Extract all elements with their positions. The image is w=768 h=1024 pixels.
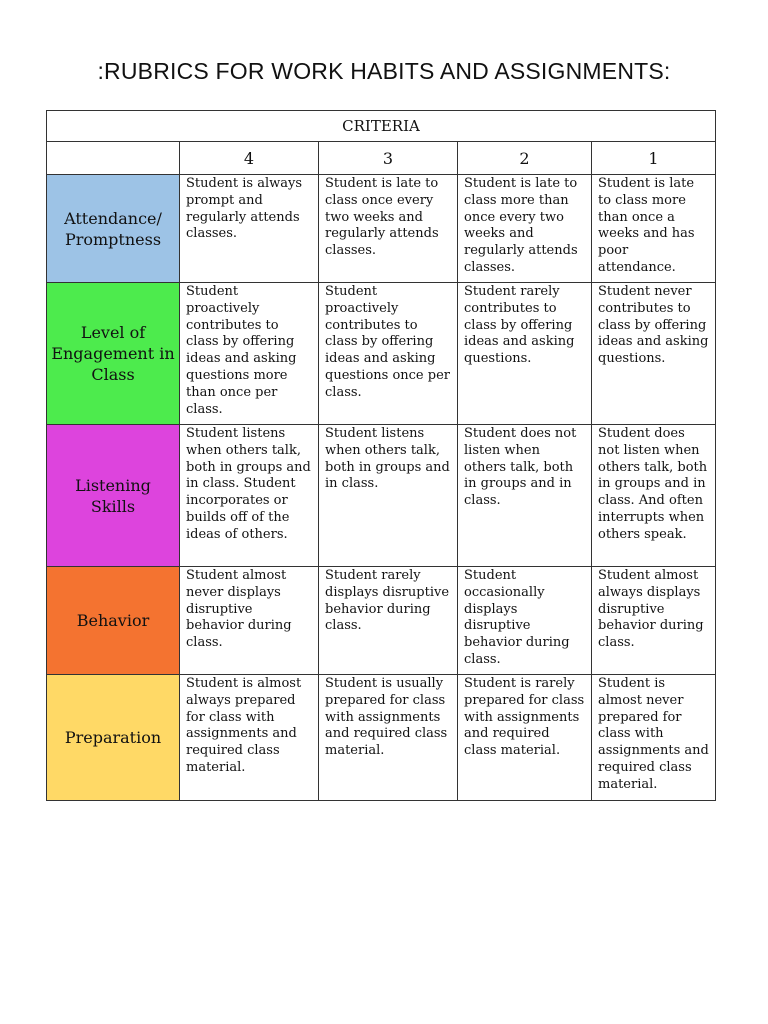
- score-header: 4: [180, 142, 319, 175]
- description-cell: Student occasionally displays disruptive behavior during class.: [458, 567, 592, 675]
- score-header: 1: [592, 142, 716, 175]
- description-cell: Student proactively contributes to class by offering ideas and asking questions once per class.: [319, 283, 458, 425]
- description-cell: Student is always prompt and regularly attends classes.: [180, 175, 319, 283]
- criteria-header-row: [47, 111, 716, 142]
- category-behavior: Behavior: [47, 567, 180, 675]
- description-cell: Student almost never displays disruptive behavior during class.: [180, 567, 319, 675]
- rubric-row-engagement: [47, 283, 716, 425]
- description-cell: Student is late to class more than once every two weeks and regularly attends classes.: [458, 175, 592, 283]
- rubric-table: [46, 110, 716, 801]
- category-engagement: Level of Engagement in Class: [47, 283, 180, 425]
- description-cell: Student listens when others talk, both in groups and in class. Student incorporates or builds off of the ideas of others.: [180, 425, 319, 567]
- rubric-row-listening: [47, 425, 716, 567]
- category-attendance: Attendance/ Promptness: [47, 175, 180, 283]
- description-cell: Student rarely displays disruptive behavior during class.: [319, 567, 458, 675]
- score-header-blank: [47, 142, 180, 175]
- description-cell: Student is almost always prepared for class with assignments and required class material.: [180, 675, 319, 801]
- description-cell: Student is late to class once every two weeks and regularly attends classes.: [319, 175, 458, 283]
- description-cell: Student rarely contributes to class by offering ideas and asking questions.: [458, 283, 592, 425]
- rubric-row-attendance: [47, 175, 716, 283]
- description-cell: Student does not listen when others talk, both in groups and in class. And often interrupts when others speak.: [592, 425, 716, 567]
- category-preparation: Preparation: [47, 675, 180, 801]
- description-cell: Student is usually prepared for class with assignments and required class material.: [319, 675, 458, 801]
- description-cell: Student is rarely prepared for class with assignments and required class material.: [458, 675, 592, 801]
- description-cell: Student does not listen when others talk, both in groups and in class.: [458, 425, 592, 567]
- description-cell: Student almost always displays disruptive behavior during class.: [592, 567, 716, 675]
- description-cell: Student is late to class more than once a weeks and has poor attendance.: [592, 175, 716, 283]
- score-header: 2: [458, 142, 592, 175]
- description-cell: Student never contributes to class by offering ideas and asking questions.: [592, 283, 716, 425]
- description-cell: Student proactively contributes to class by offering ideas and asking questions more than once per class.: [180, 283, 319, 425]
- criteria-header: CRITERIA: [47, 111, 716, 142]
- category-listening: Listening Skills: [47, 425, 180, 567]
- score-header: 3: [319, 142, 458, 175]
- rubric-row-preparation: [47, 675, 716, 801]
- description-cell: Student is almost never prepared for class with assignments and required class material.: [592, 675, 716, 801]
- description-cell: Student listens when others talk, both in groups and in class.: [319, 425, 458, 567]
- page-title: :RUBRICS FOR WORK HABITS AND ASSIGNMENTS:: [97, 58, 671, 84]
- score-header-row: [47, 142, 716, 175]
- rubric-row-behavior: [47, 567, 716, 675]
